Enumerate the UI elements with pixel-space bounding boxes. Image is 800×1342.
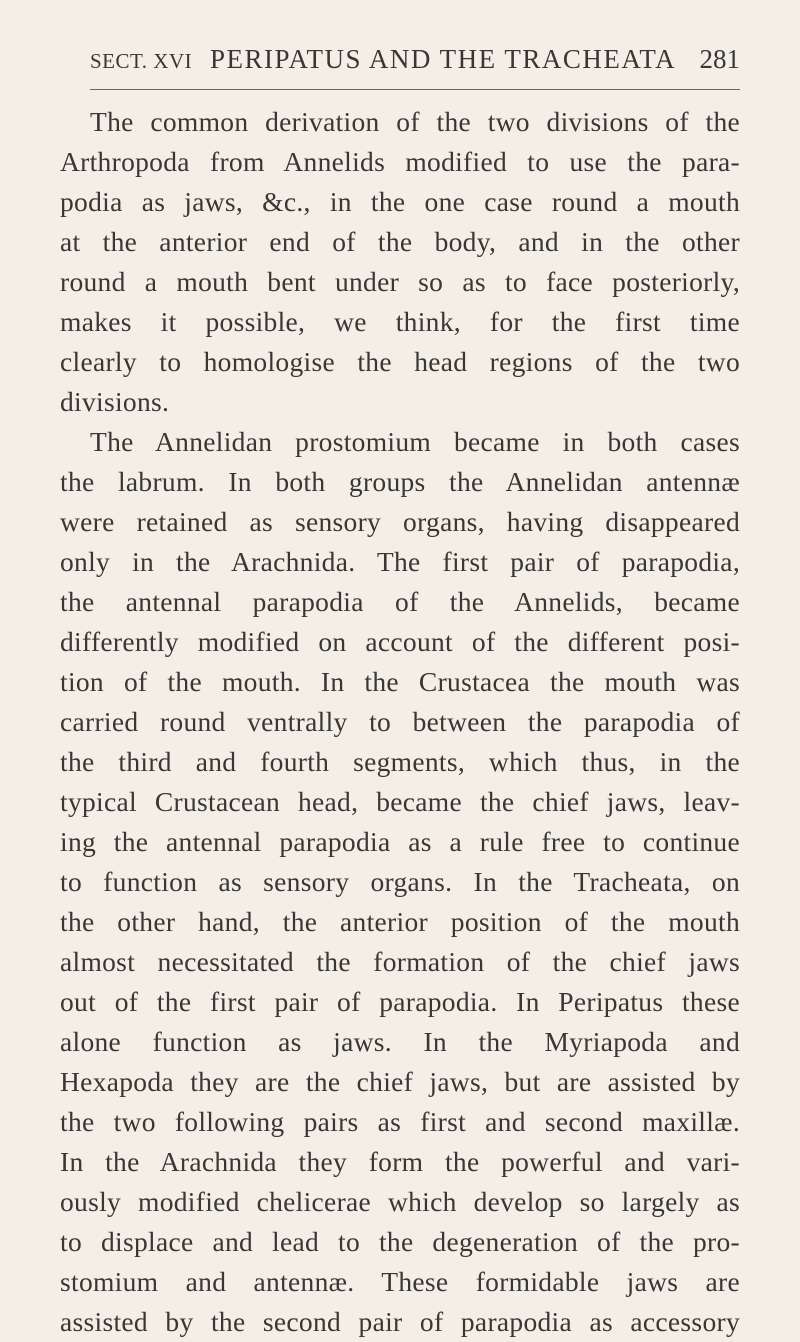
- text-line: clearly to homologise the head regions of the two: [60, 346, 740, 377]
- text-line: the other hand, the anterior position of the mouth: [60, 906, 740, 937]
- text-line: alone function as jaws. In the Myriapoda and: [60, 1026, 740, 1057]
- text-line: typical Crustacean head, became the chief jaws, leav-: [60, 786, 740, 817]
- text-line: the antennal parapodia of the Annelids, became: [60, 586, 740, 617]
- running-header: [90, 38, 740, 78]
- page-number: 281: [699, 44, 740, 74]
- text-line: round a mouth bent under so as to face posteriorly,: [60, 266, 740, 297]
- text-line: the two following pairs as first and second maxillæ.: [60, 1106, 740, 1137]
- text-line: assisted by the second pair of parapodia as accessory: [60, 1306, 740, 1337]
- text-line: differently modified on account of the different posi-: [60, 626, 740, 657]
- text-line: to function as sensory organs. In the Tracheata, on: [60, 866, 740, 897]
- section-label: SECT. XVI: [90, 49, 193, 73]
- text-line: divisions.: [60, 386, 170, 417]
- body-text: [60, 102, 740, 1342]
- text-line: ously modified chelicerae which develop so largely as: [60, 1186, 740, 1217]
- text-line: the third and fourth segments, which thus, in the: [60, 746, 740, 777]
- text-line: makes it possible, we think, for the first time: [60, 306, 740, 337]
- text-line: Hexapoda they are the chief jaws, but are assisted by: [60, 1066, 740, 1097]
- text-line: out of the first pair of parapodia. In Peripatus these: [60, 986, 740, 1017]
- running-title: PERIPATUS AND THE TRACHEATA: [210, 44, 677, 74]
- text-line: only in the Arachnida. The first pair of parapodia,: [60, 546, 740, 577]
- text-line: ing the antennal parapodia as a rule free to continue: [60, 826, 740, 857]
- text-line: the labrum. In both groups the Annelidan antennæ: [60, 466, 740, 497]
- text-line: podia as jaws, &c., in the one case round a mouth: [60, 186, 740, 217]
- text-line: The Annelidan prostomium became in both cases: [90, 426, 740, 457]
- text-line: carried round ventrally to between the parapodia of: [60, 706, 740, 737]
- text-line: almost necessitated the formation of the chief jaws: [60, 946, 740, 977]
- text-line: were retained as sensory organs, having disappeared: [60, 506, 740, 537]
- text-line: stomium and antennæ. These formidable jaws are: [60, 1266, 740, 1297]
- text-line: In the Arachnida they form the powerful and vari-: [60, 1146, 740, 1177]
- text-line: at the anterior end of the body, and in the other: [60, 226, 740, 257]
- text-line: tion of the mouth. In the Crustacea the mouth was: [60, 666, 740, 697]
- text-line: The common derivation of the two divisions of the: [90, 106, 740, 137]
- text-line: to displace and lead to the degeneration of the pro-: [60, 1226, 740, 1257]
- text-line: Arthropoda from Annelids modified to use the para-: [60, 146, 740, 177]
- header-rule: [90, 89, 740, 90]
